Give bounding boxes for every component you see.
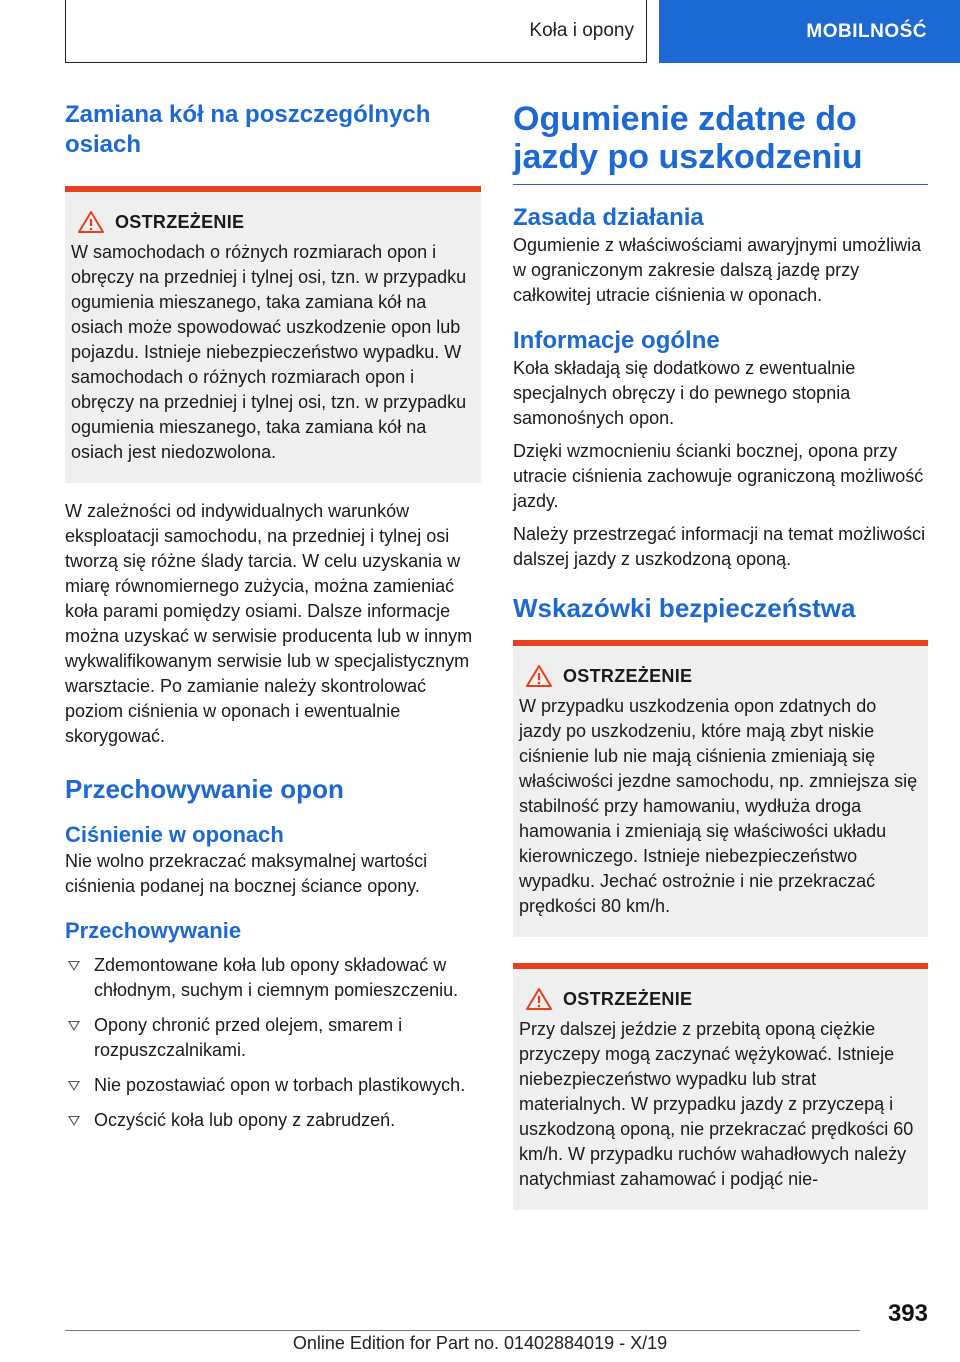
warning-box	[513, 640, 928, 937]
warning-label: OSTRZEŻENIE	[115, 211, 245, 232]
principle-text: Ogumienie z właściwościami awaryjnymi umożliwia w ograniczonym zakresie dalszą jazdę przy całkowitej utracie ciśnienia w oponach.	[513, 235, 922, 305]
general-text-1: Koła składają się dodatkowo z ewentualnie specjalnych obręczy i do pewnego stopnia samonośnych opon.	[513, 358, 856, 428]
chapter-title: Koła i opony	[529, 20, 634, 41]
storage-heading: Przechowywanie opon	[65, 774, 344, 804]
body-paragraph: W zależności od indywidualnych warunków eksploatacji samochodu, na przedniej i tylnej osi tworzą się różne ślady tarcia. W celu uzyskania w miarę równomiernego zużycia, można zamieniać koła parami pomiędzy osiami. Dalsze informacje można uzyskać w serwisie producenta lub w innym wykwalifikowanym serwisie lub w specjalistycznym warsztacie. Po zamianie należy skontrolować poziom ciśnienia w oponach i ewentualnie skorygować.	[65, 501, 473, 746]
footer-edition: Online Edition for Part no. 01402884019 - X/19	[292, 1333, 668, 1353]
triangle-bullet-icon	[68, 1081, 80, 1091]
warning-box	[65, 186, 481, 483]
warning-text: W samochodach o różnych rozmiarach opon i obręczy na przedniej i tylnej osi, tzn. w przypadku ogumienia mieszanego, taka zamiana kół na osiach może spowodować uszkodzenie opon lub pojazdu. Istnieje niebezpieczeństwo wypadku. W samochodach o różnych rozmiarach opon i obręczy na przedniej i tylnej osi, tzn. w przypadku ogumienia mieszanego, taka zamiana kół na osiach jest niedozwolona.	[71, 242, 467, 462]
left-column	[65, 100, 481, 1143]
section-title-runflat: Ogumienie zdatne do jazdy po uszkodzeniu	[513, 100, 928, 185]
section-tab[interactable]: MOBILNOŚĆ	[659, 0, 960, 63]
header-box	[65, 0, 647, 63]
safety-heading: Wskazówki bezpieczeństwa	[513, 593, 856, 623]
right-column	[513, 100, 928, 1210]
pressure-text: Nie wolno przekraczać maksymalnej wartości ciśnienia podanej na bocznej ściance opony.	[65, 851, 428, 896]
triangle-bullet-icon	[68, 961, 80, 971]
warning-label: OSTRZEŻENIE	[563, 665, 693, 686]
storage-list	[65, 953, 481, 1133]
warning-triangle-icon	[525, 664, 553, 688]
general-heading: Informacje ogólne	[513, 327, 720, 354]
warning-text: W przypadku uszkodzenia opon zdatnych do jazdy po uszkodzeniu, które mają zbyt niskie ciśnienie lub nie mają ciśnienia zmieniają się właściwości jezdne samochodu, np. zmniejsza się stabilność przy hamowaniu, wydłuża droga hamowania i zmieniają się właściwości układu kierowniczego. Istnieje niebezpieczeństwo wypadku. Jechać ostrożnie i nie przekraczać prędkości 80 km/h.	[519, 696, 918, 916]
principle-heading: Zasada działania	[513, 204, 704, 231]
storage-subheading: Przechowywanie	[65, 918, 242, 943]
list-item: Nie pozostawiać opon w torbach plastikowych.	[65, 1073, 481, 1098]
warning-label: OSTRZEŻENIE	[563, 988, 693, 1009]
warning-header	[71, 210, 473, 234]
list-item: Oczyścić koła lub opony z zabrudzeń.	[65, 1108, 481, 1133]
triangle-bullet-icon	[68, 1116, 80, 1126]
list-item: Opony chronić przed olejem, smarem i rozpuszczalnikami.	[65, 1013, 481, 1063]
warning-triangle-icon	[77, 210, 105, 234]
page-number: 393	[887, 1300, 928, 1327]
triangle-bullet-icon	[68, 1021, 80, 1031]
general-text-2: Dzięki wzmocnieniu ścianki bocznej, opona przy utracie ciśnienia zachowuje ograniczoną możliwość jazdy.	[513, 441, 924, 511]
warning-text: Przy dalszej jeździe z przebitą oponą ciężkie przyczepy mogą zaczynać wężykować. Istnieje niebezpieczeństwo wypadku lub strat materialnych. W przypadku jazdy z przyczepą i uszkodzoną oponą, nie przekraczać prędkości 60 km/h. W przypadku ruchów wahadłowych należy natychmiast zahamować i podjąć nie-	[519, 1019, 914, 1189]
footer-divider	[65, 1330, 860, 1331]
section-title-wheel-rotation: Zamiana kół na poszczególnych osiach	[65, 101, 431, 158]
warning-triangle-icon	[525, 987, 553, 1011]
warning-header	[519, 664, 920, 688]
general-text-3: Należy przestrzegać informacji na temat możliwości dalszej jazdy z uszkodzoną oponą.	[513, 524, 926, 569]
list-item: Zdemontowane koła lub opony składować w chłodnym, suchym i ciemnym pomieszczeniu.	[65, 953, 481, 1003]
warning-header	[519, 987, 920, 1011]
warning-box	[513, 963, 928, 1210]
pressure-heading: Ciśnienie w oponach	[65, 822, 284, 847]
